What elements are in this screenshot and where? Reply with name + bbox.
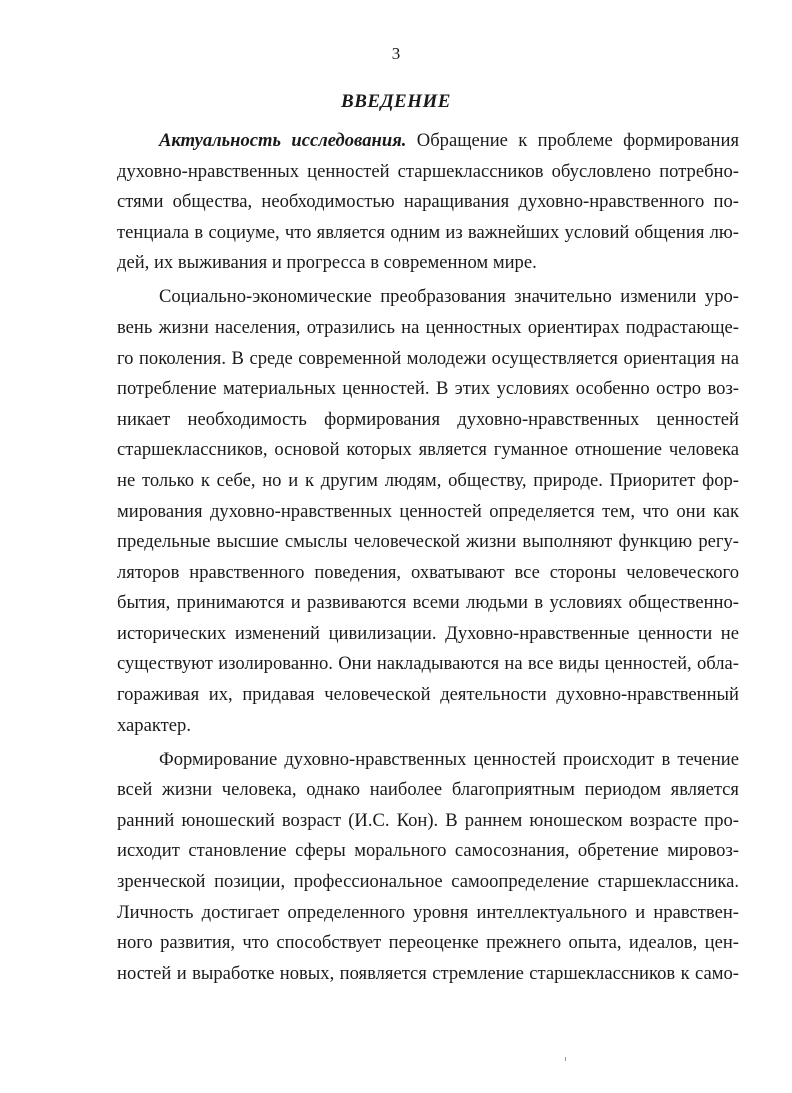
scan-speck [565,1057,566,1061]
paragraph-line: не только к себе, но и к другим людям, обществу, природе. Приоритет фор- [117,469,739,491]
paragraph-socioeconomic [117,282,739,741]
paragraph-line [117,126,739,157]
paragraph-line: зренческой позиции, профессиональное самоопределение старшеклассника. [117,871,739,893]
paragraph-line: Социально-экономические преобразования значительно изменили уро- [159,286,739,308]
paragraph-line: старшеклассников, основой которых является гуманное отношение человека [117,439,739,461]
paragraph-formation [117,745,739,990]
paragraph-line: ностей и выработке новых, появляется стремление старшеклассников к само- [117,962,739,984]
paragraph-line: вень жизни населения, отразились на ценностных ориентирах подрастающе- [117,316,739,338]
paragraph-line: предельные высшие смыслы человеческой жизни выполняют функцию регу- [117,531,739,553]
paragraph-line: мирования духовно-нравственных ценностей определяется тем, что они как [117,500,739,522]
section-heading: ВВЕДЕНИЕ [341,91,451,112]
paragraph-line: ляторов нравственного поведения, охватывают все стороны человеческого [117,561,739,583]
paragraph-line: ного развития, что способствует переоценке прежнего опыта, идеалов, цен- [117,932,739,954]
page-number: 3 [391,44,401,63]
paragraph-line: тенциала в социуме, что является одним из важнейших условий общения лю- [117,221,739,243]
paragraph-line: исходит становление сферы морального самосознания, обретение мировоз- [117,840,739,862]
paragraph-line: го поколения. В среде современной молодежи осуществляется ориентация на [117,347,739,369]
paragraph-line: характер. [117,714,191,736]
paragraph-line: бытия, принимаются и развиваются всеми людьми в условиях общественно- [117,592,739,614]
paragraph-line: духовно-нравственных ценностей старшеклассников обусловлено потребно- [117,160,739,182]
paragraph-line: Формирование духовно-нравственных ценностей происходит в течение [159,748,739,770]
line-text: Обращение к проблеме формирования [406,130,740,151]
body-text [117,126,739,989]
paragraph-line: ранний юношеский возраст (И.С. Кон). В раннем юношеском возрасте про- [117,809,739,831]
paragraph-line: потребление материальных ценностей. В этих условиях особенно остро воз- [117,378,739,400]
paragraph-line: всей жизни человека, однако наиболее благоприятным периодом является [117,779,739,801]
paragraph-line: существуют изолированно. Они накладываются на все виды ценностей, обла- [117,653,739,675]
paragraph-lead: Актуальность исследования. [159,130,407,151]
paragraph-line: гораживая их, придавая человеческой деятельности духовно-нравственный [117,684,739,706]
paragraph-line: никает необходимость формирования духовно-нравственных ценностей [117,408,739,430]
paragraph-line: дей, их выживания и прогресса в современном мире. [117,252,537,274]
paragraph-relevance [117,126,739,279]
paragraph-line: Личность достигает определенного уровня интеллектуального и нравствен- [117,901,739,923]
paragraph-line: стями общества, необходимостью наращивания духовно-нравственного по- [117,191,739,213]
paragraph-line: исторических изменений цивилизации. Духовно-нравственные ценности не [117,622,739,644]
